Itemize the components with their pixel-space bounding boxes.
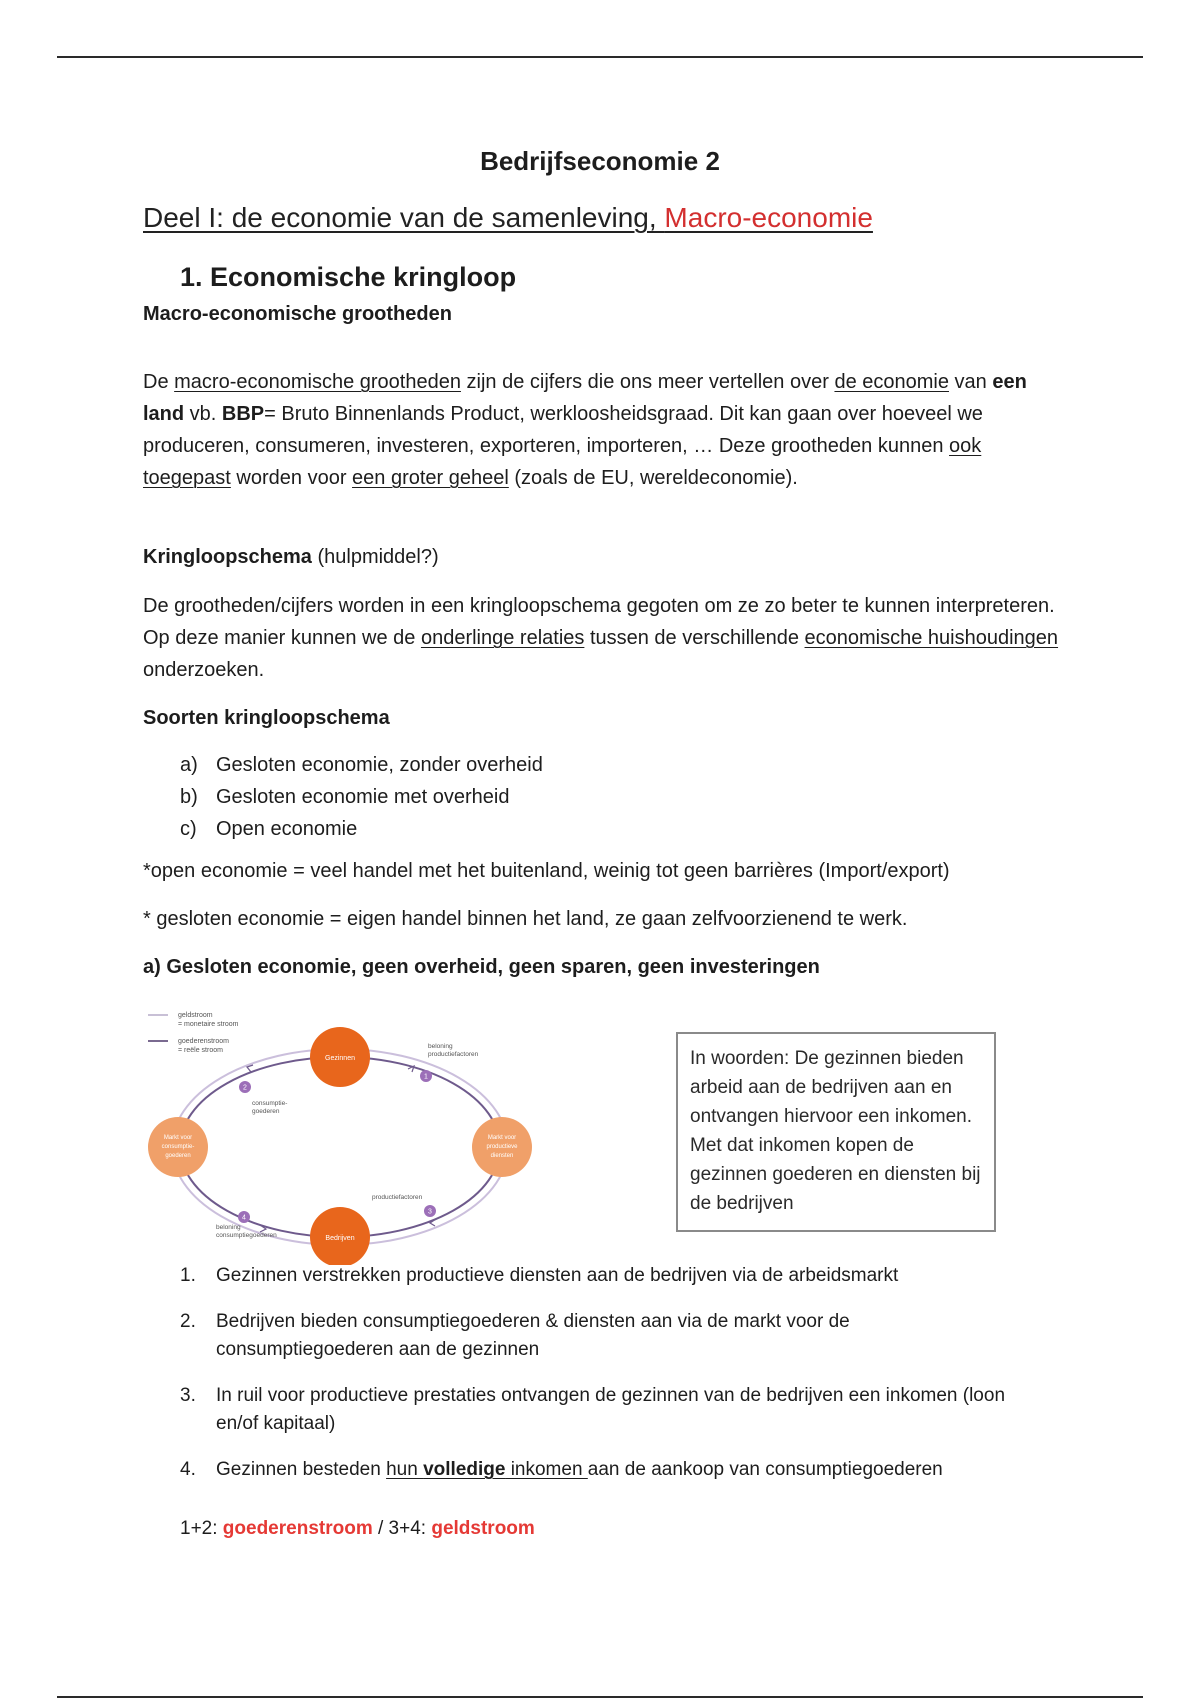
text: De [143, 371, 175, 393]
bold-text: Kringloopschema [143, 546, 312, 568]
list-text [216, 1456, 943, 1484]
steps-list [180, 1262, 1040, 1502]
label-beloning-productiefactoren: beloning [428, 1043, 453, 1050]
list-item [180, 781, 543, 813]
text: worden voor [230, 467, 353, 489]
node-label-line: Markt voor [487, 1135, 517, 1141]
node-label-line: productieve [486, 1144, 518, 1150]
soorten-heading: Soorten kringloopschema [143, 707, 390, 729]
node-label-line: diensten [490, 1153, 514, 1159]
page-top-rule [57, 56, 1143, 58]
kringloopschema-heading [143, 546, 439, 569]
list-item [180, 1382, 1040, 1438]
text: hun [386, 1459, 424, 1480]
text: 1+2: [180, 1518, 223, 1539]
text: (hulpmiddel?) [311, 546, 439, 568]
node-label-line: consumptie- [161, 1144, 195, 1150]
node-label-line: goederen [165, 1153, 191, 1159]
legend-geldstroom-label: geldstroom [178, 1012, 213, 1019]
node-gezinnen-label: Gezinnen [325, 1055, 355, 1062]
label-consumptiegoederen: consumptie- [252, 1100, 288, 1107]
underlined-text: een groter geheel [352, 467, 509, 489]
bold-text: BBP [221, 403, 265, 425]
grootheden-paragraph [143, 366, 1063, 494]
label-productiefactoren: productiefactoren [372, 1194, 423, 1201]
legend-goederenstroom-sub: = reële stroom [178, 1047, 223, 1054]
bold-text: volledige [423, 1459, 506, 1480]
list-text: Open economie [216, 818, 358, 840]
underlined-text: onderlinge relaties [420, 627, 585, 649]
step-marker-label: 2 [243, 1084, 247, 1092]
underlined-text: macro-economische grootheden [174, 371, 461, 393]
list-marker: c) [180, 818, 197, 840]
kringloop-diagram [140, 1005, 540, 1265]
text: Gezinnen besteden [216, 1459, 387, 1480]
text: zijn de cijfers die ons meer vertellen over [460, 371, 835, 393]
text: (zoals de EU, wereldeconomie). [508, 467, 798, 489]
list-text: Bedrijven bieden consumptiegoederen & diensten aan via de markt voor de consumptiegoederen aan de gezinnen [216, 1311, 850, 1360]
soorten-list [180, 749, 543, 845]
goederenstroom-highlight: goederenstroom [222, 1518, 373, 1539]
list-text: Gesloten economie met overheid [216, 786, 510, 808]
arrow-icon [408, 1066, 414, 1072]
list-marker: b) [180, 786, 198, 808]
list-marker: 2. [180, 1311, 196, 1332]
kringloopschema-paragraph [143, 590, 1063, 686]
part-heading [143, 202, 873, 234]
underlined-text: ook toegepast [143, 435, 982, 489]
grootheden-heading: Macro-economische grootheden [143, 303, 452, 325]
list-text: Gezinnen verstrekken productieve diensten aan de bedrijven via de arbeidsmarkt [216, 1265, 899, 1286]
list-item [180, 1308, 1040, 1364]
label-consumptiegoederen: goederen [252, 1108, 280, 1115]
list-marker: 1. [180, 1265, 196, 1286]
text: tussen de verschillende [584, 627, 805, 649]
list-text: Gesloten economie, zonder overheid [216, 754, 543, 776]
explanation-box: In woorden: De gezinnen bieden arbeid aan de bedrijven aan en ontvangen hiervoor een inkomen. Met dat inkomen kopen de gezinnen goederen en diensten bij de bedrijven [676, 1032, 996, 1232]
flow-summary [180, 1518, 535, 1540]
list-item [180, 1262, 1040, 1290]
text: aan de aankoop van consumptiegoederen [587, 1459, 943, 1480]
text: De grootheden/cijfers worden in een kringloopschema gegoten om ze zo beter te kunnen interpreteren. Op deze manier kunnen we de [143, 595, 1055, 649]
label-beloning-consumptiegoederen: beloning [216, 1224, 241, 1231]
list-text: In ruil voor productieve prestaties ontvangen de gezinnen van de bedrijven een inkomen (loon en/of kapitaal) [216, 1385, 1006, 1434]
text: inkomen [505, 1459, 588, 1480]
underlined-text [386, 1459, 588, 1480]
text: van [948, 371, 993, 393]
list-item [180, 1456, 1040, 1484]
underlined-text: economische huishoudingen [804, 627, 1059, 649]
legend-goederenstroom-label: goederenstroom [178, 1038, 229, 1045]
part-heading-highlight: Macro-economie [664, 202, 873, 233]
legend-geldstroom-sub: = monetaire stroom [178, 1021, 239, 1028]
part-heading-prefix: Deel I: de economie van de samenleving, [143, 202, 665, 233]
node-bedrijven-label: Bedrijven [325, 1235, 355, 1242]
note-gesloten-economie: * gesloten economie = eigen handel binnen het land, ze gaan zelfvoorzienend te werk. [143, 908, 908, 930]
section-heading: 1. Economische kringloop [180, 262, 517, 292]
step-marker-label: 3 [428, 1208, 432, 1216]
section-a-heading: a) Gesloten economie, geen overheid, geen sparen, geen investeringen [143, 956, 820, 978]
bold-text: een land [143, 371, 1027, 425]
text: onderzoeken. [143, 659, 265, 681]
node-label-line: Markt voor [163, 1135, 193, 1141]
note-open-economie: *open economie = veel handel met het buitenland, weinig tot geen barrières (Import/export) [143, 860, 950, 882]
label-beloning-consumptiegoederen: consumptiegoederen [216, 1232, 277, 1239]
text: / 3+4: [372, 1518, 432, 1539]
step-marker-label: 1 [424, 1073, 428, 1081]
text: vb. [184, 403, 222, 425]
step-marker-label: 4 [242, 1214, 246, 1222]
list-marker: 4. [180, 1459, 196, 1480]
list-item [180, 813, 543, 845]
list-marker: 3. [180, 1385, 196, 1406]
list-item [180, 749, 543, 781]
geldstroom-highlight: geldstroom [431, 1518, 535, 1539]
list-marker: a) [180, 754, 198, 776]
text: = Bruto Binnenlands Product, werkloosheidsgraad. Dit kan gaan over hoeveel we produceren, consumeren, investeren, exporteren, importeren, … Deze grootheden kunnen [143, 403, 983, 457]
page-bottom-rule [57, 1696, 1143, 1698]
label-beloning-productiefactoren: productiefactoren [428, 1051, 479, 1058]
underlined-text: de economie [834, 371, 949, 393]
document-title: Bedrijfseconomie 2 [480, 146, 720, 176]
